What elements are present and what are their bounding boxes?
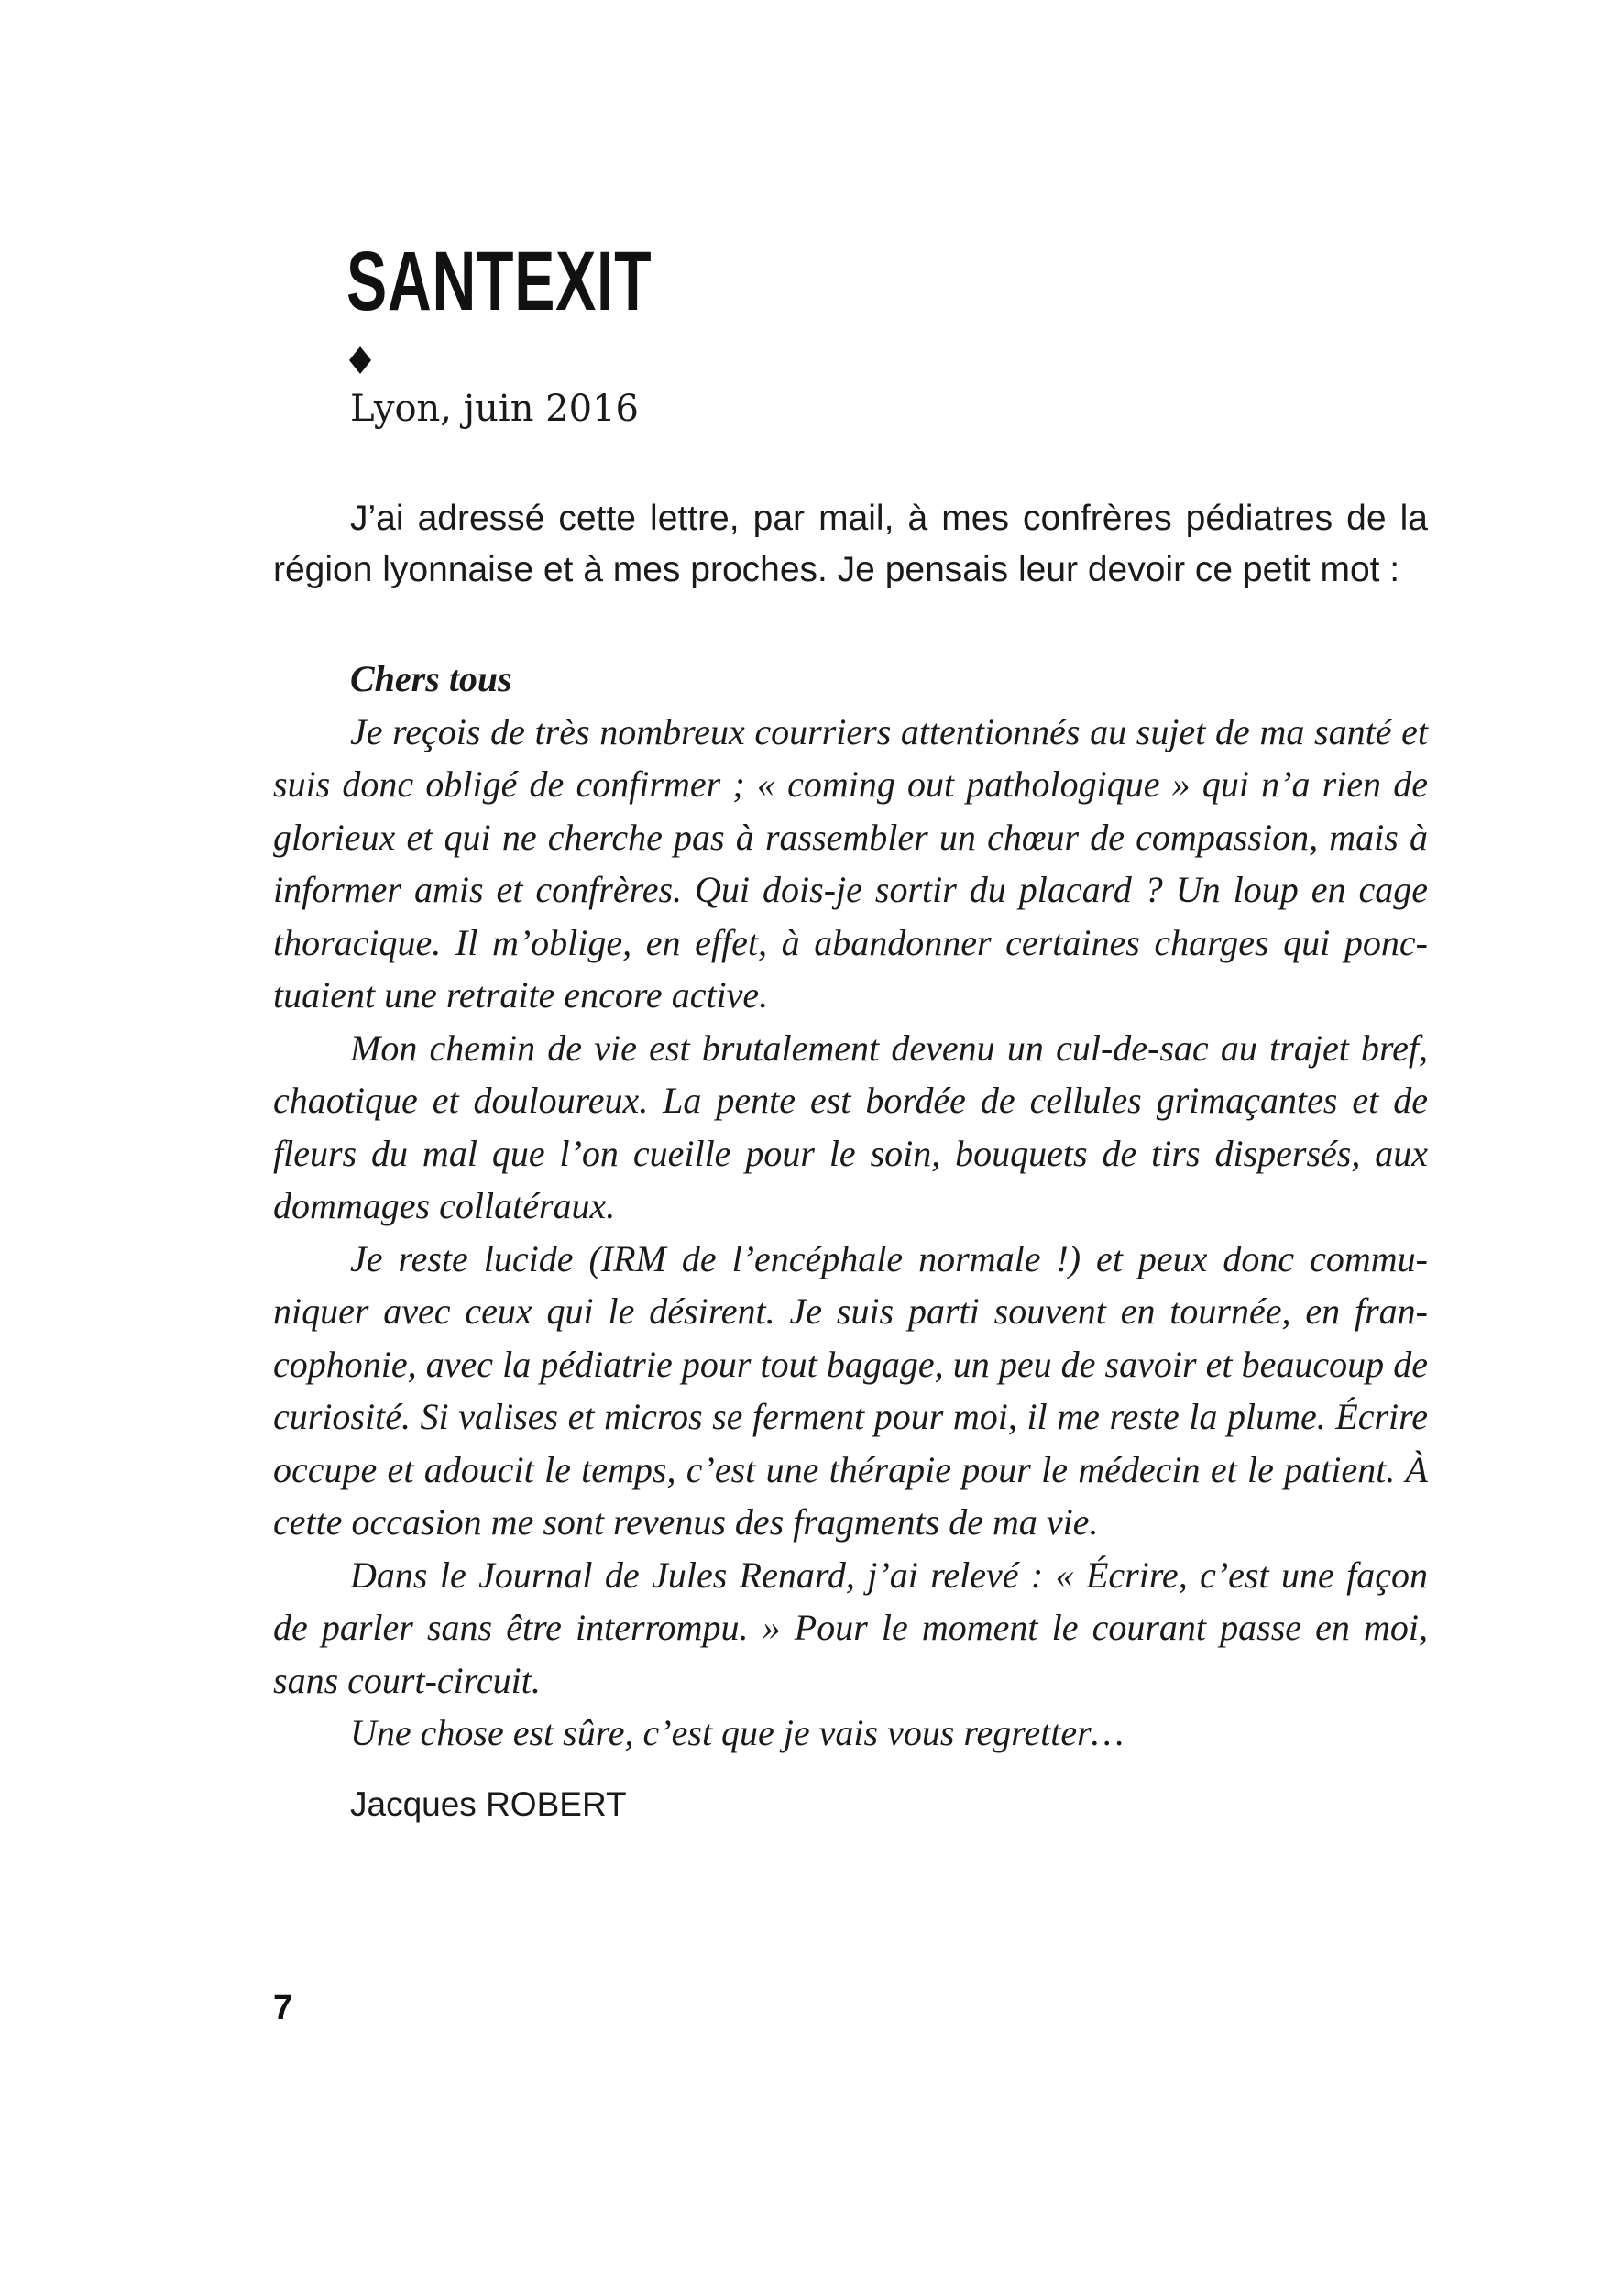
letter-salutation: Chers tous	[350, 658, 512, 699]
letter-paragraph: Mon chemin de vie est brutalement devenu un cul-de-sac au trajet bref, chaotique et douloureux. La pente est bordée de cellules grimaçantes et de fleurs du mal que l’on cueille pour le soin, bouquets de tirs dispersés, aux dommages collatéraux.	[273, 1027, 1428, 1226]
letter-paragraph: Je reste lucide (IRM de l’encéphale normale !) et peux donc communiquer avec ceux qui le désirent. Je suis parti souvent en tournée, en francophonie, avec la pédiatrie pour tout bagage, un peu de savoir et beaucoup de curiosité. Si valises et micros se ferment pour moi, il me reste la plume. Écrire occupe et adoucit le temps, c’est une thérapie pour le médecin et le patient. À cette occasion me sont revenus des fragments de ma vie.	[273, 1237, 1428, 1543]
signature: Jacques ROBERT	[350, 1785, 627, 1823]
letter-paragraph: Dans le Journal de Jules Renard, j’ai relevé : « Écrire, c’est une façon de parler sans être interrompu. » Pour le moment le courant passe en moi, sans court-circuit.	[273, 1554, 1428, 1701]
page-number: 7	[273, 1989, 293, 2027]
letter-body	[273, 653, 1428, 1760]
dateline: Lyon, juin 2016	[350, 388, 639, 430]
chapter-title: SANTEXIT	[346, 235, 653, 328]
intro-paragraph: J’ai adressé cette lettre, par mail, à mes confrères pédiatres de la région lyonnaise et à mes proches. Je pensais leur devoir ce petit mot :	[273, 499, 1428, 589]
letter-paragraph: Je reçois de très nombreux courriers attentionnés au sujet de ma santé et suis donc obligé de confirmer ; « coming out pathologique » qui n’a rien de glorieux et qui ne cherche pas à rassembler un chœur de compassion, mais à informer amis et confrères. Qui dois-je sortir du placard ? Un loup en cage thoracique. Il m’oblige, en effet, à abandonner certaines charges qui ponctuaient une retraite encore active.	[273, 710, 1428, 1016]
letter-closing: Une chose est sûre, c’est que je vais vous regretter…	[350, 1712, 1125, 1753]
diamond-ornament-icon	[347, 346, 373, 375]
